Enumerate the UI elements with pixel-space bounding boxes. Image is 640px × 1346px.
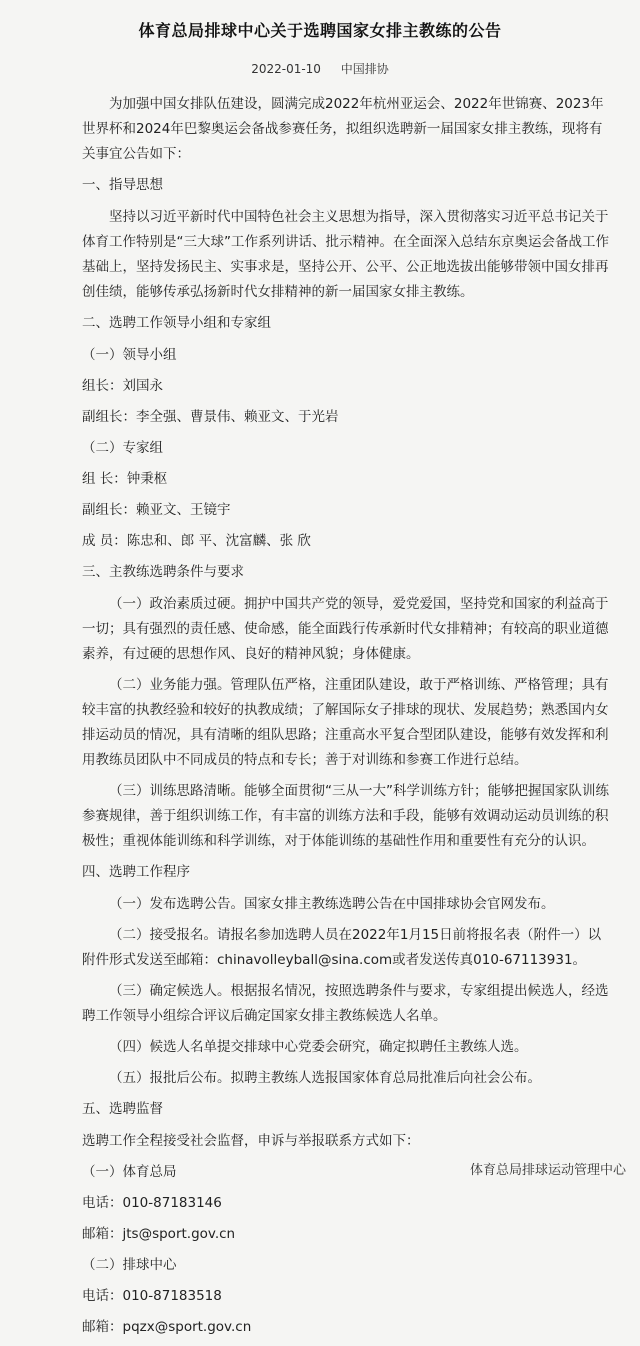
document-body bbox=[82, 92, 610, 1346]
leading-group-deputies: 副组长：李全强、曹景伟、赖亚文、于光岩 bbox=[82, 409, 339, 425]
document-title: 体育总局排球中心关于选聘国家女排主教练的公告 bbox=[138, 21, 502, 40]
expert-group-members: 成 员：陈忠和、郎 平、沈富麟、张 欣 bbox=[82, 533, 311, 549]
procedure-step-2: （二）接受报名。请报名参加选聘人员在2022年1月15日前将报名表（附件一）以附件形式发送至邮箱：chinavolleyball@sina.com或者发送传真010-67113931。 bbox=[82, 927, 602, 968]
sports-administration-phone: 电话：010-87183146 bbox=[82, 1195, 222, 1211]
section-heading-procedure: 四、选聘工作程序 bbox=[82, 864, 190, 880]
document-meta bbox=[0, 60, 640, 77]
intro-paragraph: 为加强中国女排队伍建设，圆满完成2022年杭州亚运会、2022年世锦赛、2023年世界杯和2024年巴黎奥运会备战参赛任务，拟组织选聘新一届国家女排主教练，现将有关事宜公告如下： bbox=[82, 96, 604, 162]
publish-date: 2022-01-10 bbox=[251, 62, 321, 76]
procedure-step-1: （一）发布选聘公告。国家女排主教练选聘公告在中国排球协会官网发布。 bbox=[109, 896, 555, 912]
volleyball-center-email: 邮箱：pqzx@sport.gov.cn bbox=[82, 1319, 252, 1335]
requirement-political: （一）政治素质过硬。拥护中国共产党的领导，爱党爱国，坚持党和国家的利益高于一切；具有强烈的责任感、使命感，能全面践行传承新时代女排精神；有较高的职业道德素养，有过硬的思想作风、良好的精神风貌；身体健康。 bbox=[82, 596, 609, 662]
footer-organization: 体育总局排球运动管理中心 bbox=[469, 1163, 626, 1178]
section-heading-guiding-ideology: 一、指导思想 bbox=[82, 177, 163, 193]
publish-source: 中国排协 bbox=[340, 62, 389, 76]
expert-group-deputies: 副组长：赖亚文、王镜宇 bbox=[82, 502, 231, 518]
supervision-intro: 选聘工作全程接受社会监督，申诉与举报联系方式如下： bbox=[82, 1133, 420, 1149]
requirement-training: （三）训练思路清晰。能够全面贯彻“三从一大”科学训练方针；能够把握国家队训练参赛规律，善于组织训练工作，有丰富的训练方法和手段，能够有效调动运动员训练的积极性；重视体能训练和科学训练，对于体能训练的基础性作用和重要性有充分的认识。 bbox=[82, 783, 609, 849]
subheading-volleyball-center: （二）排球中心 bbox=[82, 1257, 177, 1273]
guiding-ideology-paragraph: 坚持以习近平新时代中国特色社会主义思想为指导，深入贯彻落实习近平总书记关于体育工作特别是“三大球”工作系列讲话、批示精神。在全面深入总结东京奥运会备战工作基础上，坚持发扬民主、实事求是，坚持公开、公平、公正地选拔出能够带领中国女排再创佳绩，能够传承弘扬新时代女排精神的新一届国家女排主教练。 bbox=[82, 209, 609, 300]
procedure-step-5: （五）报批后公布。拟聘主教练人选报国家体育总局批准后向社会公布。 bbox=[109, 1070, 541, 1086]
section-heading-leadership-groups: 二、选聘工作领导小组和专家组 bbox=[82, 315, 271, 331]
subheading-leading-group: （一）领导小组 bbox=[82, 347, 177, 363]
subheading-sports-administration: （一）体育总局 bbox=[82, 1164, 177, 1180]
procedure-step-3: （三）确定候选人。根据报名情况，按照选聘条件与要求，专家组提出候选人，经选聘工作领导小组综合评议后确定国家女排主教练候选人名单。 bbox=[82, 983, 609, 1024]
requirement-professional: （二）业务能力强。管理队伍严格，注重团队建设，敢于严格训练、严格管理；具有较丰富的执教经验和较好的执教成绩；了解国际女子排球的现状、发展趋势；熟悉国内女排运动员的情况，具有清晰的组队思路；注重高水平复合型团队建设，能够有效发挥和利用教练员团队中不同成员的特点和专长；善于对训练和参赛工作进行总结。 bbox=[82, 677, 609, 768]
expert-group-leader: 组 长：钟秉枢 bbox=[82, 471, 168, 487]
volleyball-center-phone: 电话：010-87183518 bbox=[82, 1288, 222, 1304]
procedure-step-4: （四）候选人名单提交排球中心党委会研究，确定拟聘任主教练人选。 bbox=[109, 1039, 528, 1055]
subheading-expert-group: （二）专家组 bbox=[82, 440, 163, 456]
sports-administration-email: 邮箱：jts@sport.gov.cn bbox=[82, 1226, 236, 1242]
section-heading-supervision: 五、选聘监督 bbox=[82, 1101, 163, 1117]
leading-group-leader: 组长：刘国永 bbox=[82, 378, 163, 394]
section-heading-requirements: 三、主教练选聘条件与要求 bbox=[82, 564, 244, 580]
